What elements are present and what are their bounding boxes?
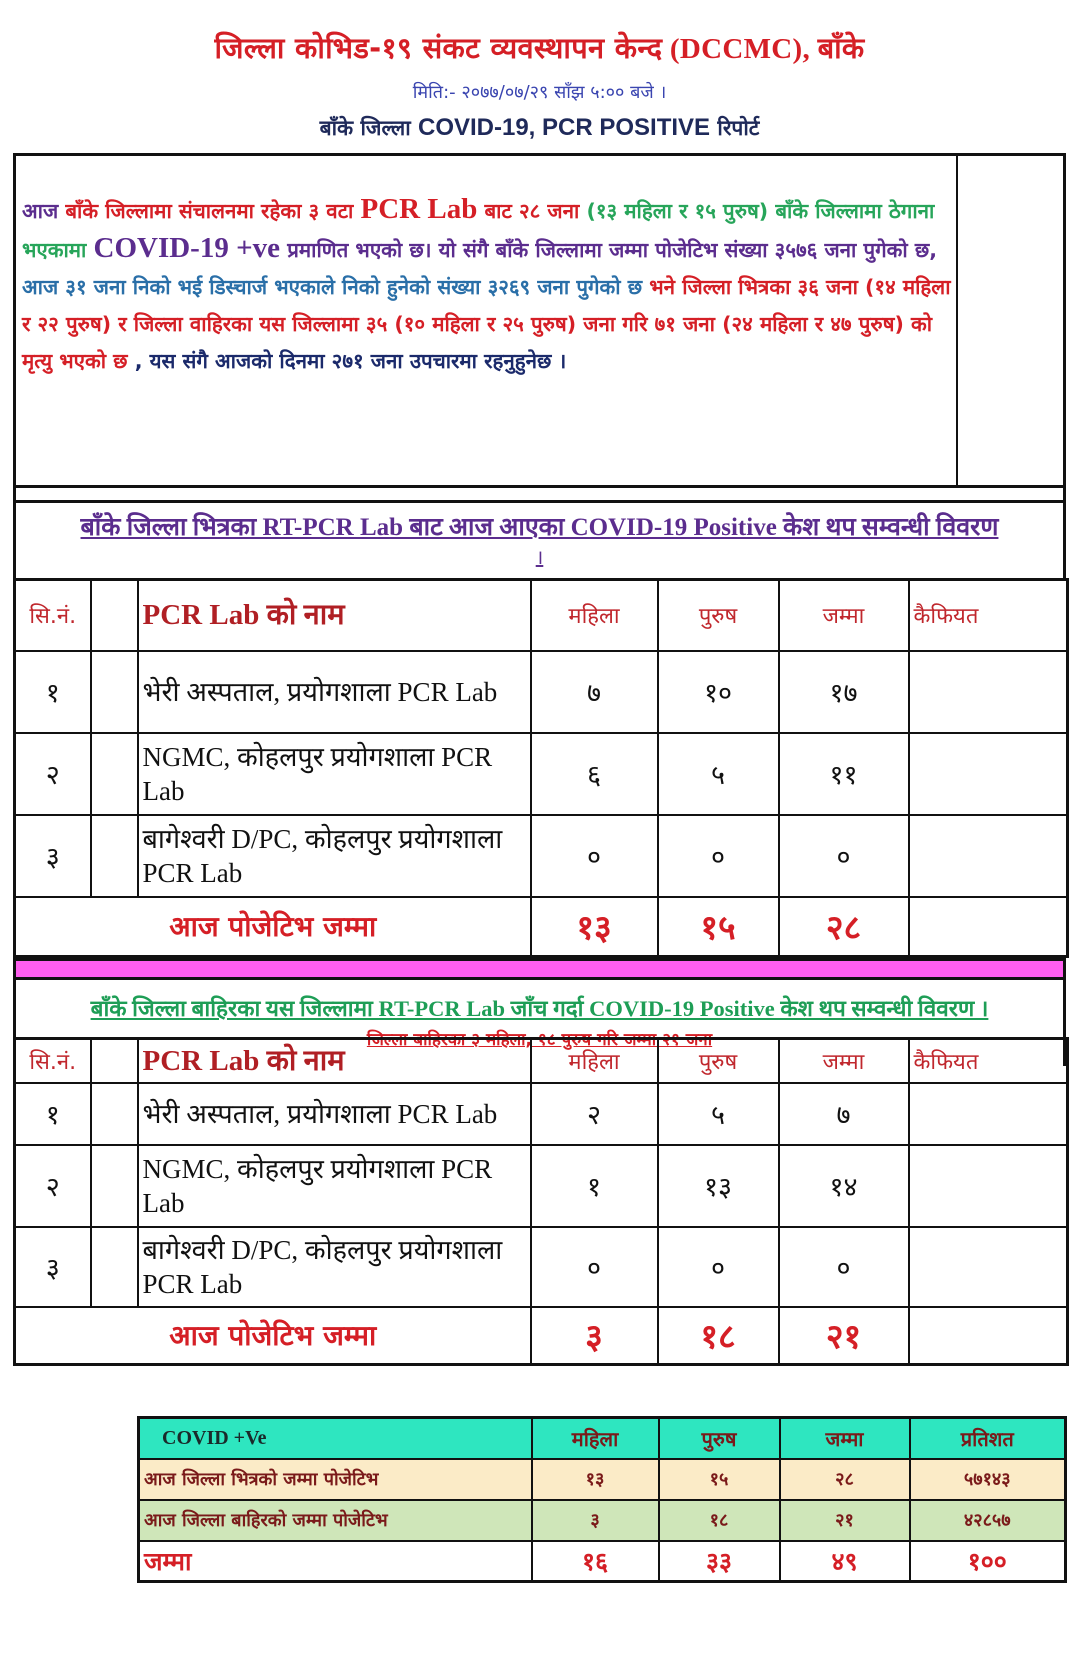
summary-seg-6: प्रमाणित भएको छ। यो संगै बाँके जिल्लामा जम्मा पोजेटिभ संख्या ३५७६ जना पुगेको छ, [287,238,938,262]
summary-seg-2: PCR Lab [360,193,478,225]
cell-sn: २ [15,733,91,815]
col-header-blank [91,580,138,651]
cell-blank [91,1227,138,1307]
cell-sn: ३ [15,1227,91,1307]
summary-row-percent: ४२८५७ [910,1500,1066,1541]
summary-seg-5: COVID-19 +ve [93,232,288,264]
table-row [15,1083,1068,1145]
summary-col-total: जम्मा [780,1418,910,1459]
total-remarks [909,1307,1068,1365]
summary-row-male: १८ [659,1500,780,1541]
col-header-male: पुरुष [658,1039,779,1083]
cell-remarks [909,1227,1068,1307]
total-label: आज पोजेटिभ जम्मा [15,1307,531,1365]
summary-row-female: १३ [532,1459,659,1500]
summary-box [13,153,1066,488]
cell-lab-name: बागेश्वरी D/PC, कोहलपुर प्रयोगशाला PCR Lab [138,1227,531,1307]
section-separator-bar [13,957,1066,980]
table-row [15,1145,1068,1227]
subtitle-main: COVID-19, PCR POSITIVE [417,114,711,141]
col-header-sn: सि.नं. [15,1039,91,1083]
total-female: ३ [531,1307,658,1365]
cell-total: ७ [779,1083,909,1145]
col-header-male: पुरुष [658,580,779,651]
cell-male: १३ [658,1145,779,1227]
table-row [15,651,1068,733]
table-total-row [15,1307,1068,1365]
cell-female: ० [531,815,658,897]
cell-total: ११ [779,733,909,815]
report-title [0,28,1079,67]
cell-total: १७ [779,651,909,733]
spacer-strip [13,485,1066,503]
total-label: आज पोजेटिभ जम्मा [15,897,531,957]
section1-caption: बाँके जिल्ला भित्रका RT-PCR Lab बाट आज आएका COVID-19 Positive केश थप सम्वन्धी विवरण [80,514,999,541]
table-total-row [15,897,1068,957]
cell-blank [91,1083,138,1145]
cell-sn: २ [15,1145,91,1227]
summary-row-male: १५ [659,1459,780,1500]
report-title-acronym: (DCCMC), [662,33,818,65]
summary-row-grand-total [139,1541,1066,1582]
summary-table [137,1416,1067,1583]
cell-lab-name: NGMC, कोहलपुर प्रयोगशाला PCR Lab [138,733,531,815]
cell-female: १ [531,1145,658,1227]
summary-row-total: ४९ [780,1541,910,1582]
section2-caption: बाँके जिल्ला बाहिरका यस जिल्लामा RT-PCR Lab जाँच गर्दा COVID-19 Positive केश थप सम्वन्धी विवरण । [90,996,989,1021]
col-header-total: जम्मा [779,1039,909,1083]
cell-male: ० [658,815,779,897]
table-row [15,733,1068,815]
cell-lab-name: भेरी अस्पताल, प्रयोगशाला PCR Lab [138,1083,531,1145]
summary-row-female: १६ [532,1541,659,1582]
cell-female: ० [531,1227,658,1307]
cell-total: ० [779,815,909,897]
section2-table [13,1037,1069,1366]
summary-seg-3: बाट २८ जना [477,199,587,223]
summary-row-total: २८ [780,1459,910,1500]
cell-male: ५ [658,733,779,815]
summary-row-outside [139,1500,1066,1541]
cell-remarks [909,1083,1068,1145]
total-male: १८ [658,1307,779,1365]
summary-row-male: ३३ [659,1541,780,1582]
cell-remarks [909,733,1068,815]
cell-blank [91,1145,138,1227]
summary-seg-9: , यस संगै आजको दिनमा २७१ जना उपचारमा रहनुहुनेछ । [134,349,567,373]
summary-seg-7: आज ३१ जना निको भई डिस्चार्ज भएकाले निको हुनेको संख्या ३२६९ जना पुगेको छ [22,275,650,299]
cell-total: ० [779,1227,909,1307]
col-header-sn: सि.नं. [15,580,91,651]
cell-sn: १ [15,1083,91,1145]
col-header-total: जम्मा [779,580,909,651]
report-subtitle [0,114,1079,142]
summary-row-female: ३ [532,1500,659,1541]
table-header-row [15,1039,1068,1083]
summary-row-inside [139,1459,1066,1500]
summary-row-label: जम्मा [139,1541,532,1582]
cell-lab-name: भेरी अस्पताल, प्रयोगशाला PCR Lab [138,651,531,733]
col-header-lab-name: PCR Lab को नाम [138,580,531,651]
col-header-female: महिला [531,580,658,651]
section1-caption-box [13,503,1066,580]
cell-male: ० [658,1227,779,1307]
subtitle-suffix: रिपोर्ट [710,116,760,140]
table-row [15,815,1068,897]
report-date: मिति:- २०७७/०७/२९ साँझ ५:०० बजे । [412,82,667,103]
cell-remarks [909,815,1068,897]
col-header-remarks: कैफियत [909,1039,1068,1083]
total-remarks [909,897,1068,957]
summary-col-male: पुरुष [659,1418,780,1459]
summary-row-label: आज जिल्ला बाहिरको जम्मा पोजेटिभ [139,1500,532,1541]
col-header-blank [91,1039,138,1083]
report-title-place: बाँके [817,31,865,65]
summary-col-female: महिला [532,1418,659,1459]
cell-female: ७ [531,651,658,733]
cell-female: २ [531,1083,658,1145]
cell-lab-name: बागेश्वरी D/PC, कोहलपुर प्रयोगशाला PCR Lab [138,815,531,897]
cell-sn: १ [15,651,91,733]
table-row [15,1227,1068,1307]
summary-row-total: २१ [780,1500,910,1541]
summary-paragraph [22,191,957,380]
cell-blank [91,815,138,897]
summary-col-label: COVID +Ve [139,1418,532,1459]
subtitle-prefix: बाँके जिल्ला [319,116,418,140]
summary-seg-0: आज [22,199,66,223]
report-title-devanagari: जिल्ला कोभिड-१९ संकट व्यवस्थापन केन्द [214,31,663,65]
summary-row-label: आज जिल्ला भित्रको जम्मा पोजेटिभ [139,1459,532,1500]
total-total: २८ [779,897,909,957]
cell-remarks [909,651,1068,733]
section2-subcaption: जिल्ला बाहिरका ३ महिला, १८ पुरुष गरि जम्मा २१ जना [366,1030,713,1050]
col-header-female: महिला [531,1039,658,1083]
col-header-remarks: कैफियत [909,580,1068,651]
summary-row-percent: १०० [910,1541,1066,1582]
summary-seg-8: भने जिल्ला भित्रका ३६ जना (१४ महिला र २२ पुरुष) र जिल्ला वाहिरका यस जिल्लामा ३५ (१० महिला र २५ पुरुष) जना गरि ७१ जना (२४ महिला र ४७ पुरुष) को मृत्यु भएको छ [22,275,951,373]
total-total: २१ [779,1307,909,1365]
cell-total: १४ [779,1145,909,1227]
section1-caption-end: । [535,545,544,569]
cell-sn: ३ [15,815,91,897]
cell-blank [91,651,138,733]
total-female: १३ [531,897,658,957]
cell-male: ५ [658,1083,779,1145]
total-male: १५ [658,897,779,957]
cell-male: १० [658,651,779,733]
summary-seg-4: (१३ महिला र १५ पुरुष) बाँके जिल्लामा ठेगाना भएकामा [22,199,935,262]
summary-header-row [139,1418,1066,1459]
cell-blank [91,733,138,815]
summary-col-percent: प्रतिशत [910,1418,1066,1459]
cell-remarks [909,1145,1068,1227]
summary-seg-1: बाँके जिल्लामा संचालनमा रहेका ३ वटा [65,199,361,223]
table-header-row [15,580,1068,651]
cell-female: ६ [531,733,658,815]
cell-lab-name: NGMC, कोहलपुर प्रयोगशाला PCR Lab [138,1145,531,1227]
summary-row-percent: ५७१४३ [910,1459,1066,1500]
section1-table [13,578,1069,958]
col-header-lab-name: PCR Lab को नाम [138,1039,531,1083]
